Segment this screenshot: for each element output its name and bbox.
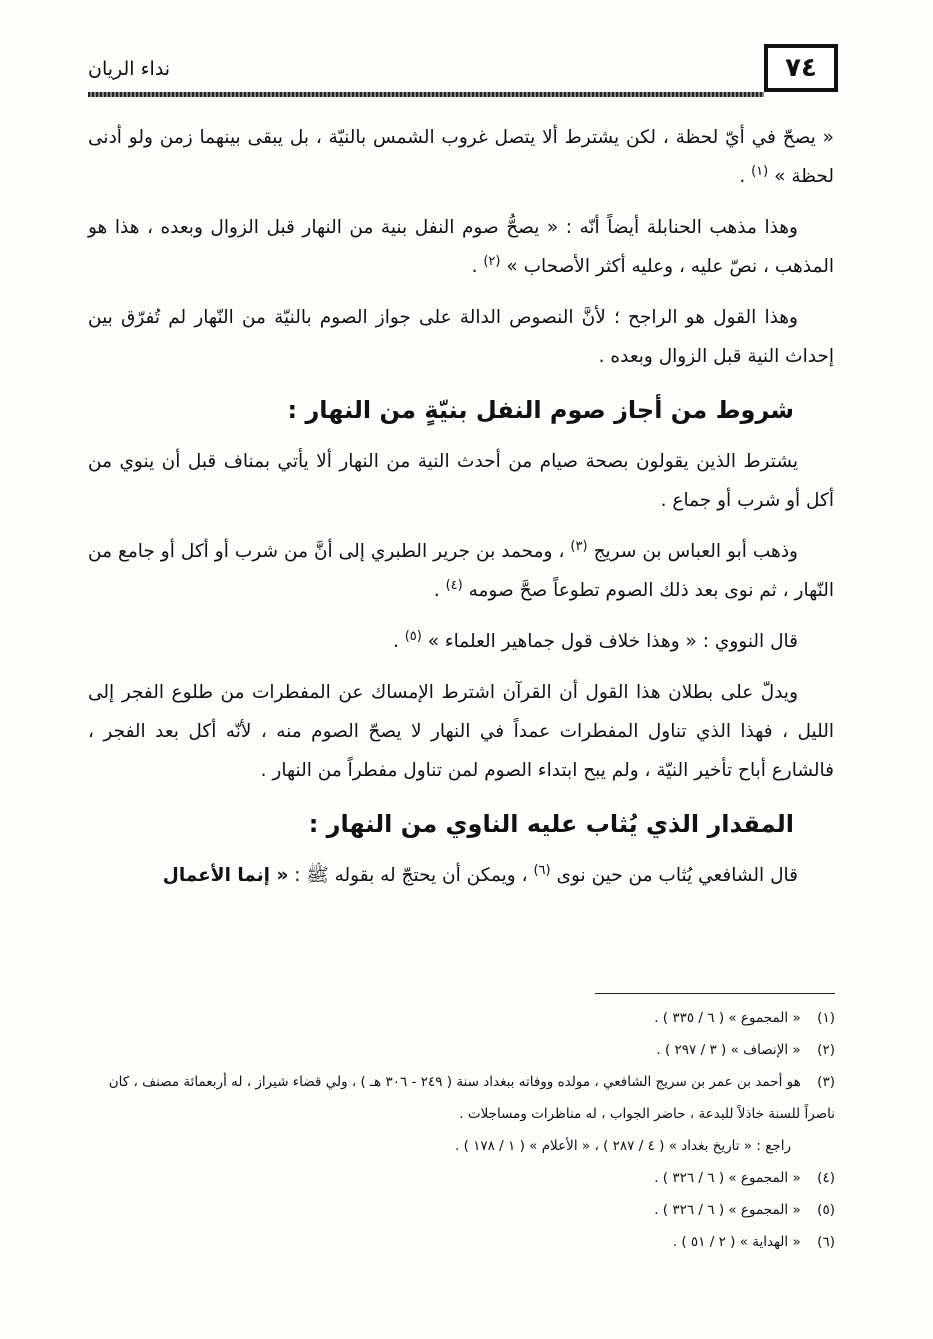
footnote-4 bbox=[90, 1162, 835, 1194]
footnote-number: (٣) bbox=[817, 1074, 835, 1090]
paragraph-1 bbox=[88, 118, 834, 196]
footnote-text: « الإنصاف » ( ٣ / ٢٩٧ ) . bbox=[656, 1042, 801, 1058]
paragraph-2 bbox=[88, 208, 834, 286]
footnote-6 bbox=[90, 1226, 835, 1258]
footnote-1 bbox=[90, 1002, 835, 1034]
footnote-3-reference bbox=[90, 1130, 835, 1162]
footnote-number: (٦) bbox=[817, 1234, 835, 1250]
footnote-number: (٢) bbox=[817, 1042, 835, 1058]
paragraph-5-end: . bbox=[433, 580, 446, 601]
header-rule bbox=[88, 92, 764, 97]
paragraph-5-text-b: ، ومحمد بن جرير الطبري إلى أنَّ من شرب أو أكل أو جامع من النّهار ، ثم نوى بعد ذلك الصوم تطوعاً صحَّ صومه bbox=[88, 541, 834, 601]
paragraph-8-hadith: « إنما الأعمال bbox=[162, 865, 289, 886]
footnote-ref-3: (٣) bbox=[570, 538, 588, 554]
footnote-number: (٤) bbox=[817, 1170, 835, 1186]
paragraph-1-end: . bbox=[739, 166, 752, 187]
paragraph-6-text: قال النووي : « وهذا خلاف قول جماهير العلماء » bbox=[427, 631, 798, 652]
footnote-text: « المجموع » ( ٦ / ٣٢٦ ) . bbox=[654, 1202, 801, 1218]
page-number: ٧٤ bbox=[764, 44, 838, 92]
paragraph-6 bbox=[88, 622, 834, 661]
footnote-ref-6: (٦) bbox=[533, 862, 551, 878]
footnote-ref-2: (٢) bbox=[483, 253, 501, 269]
paragraph-8-text-a: قال الشافعي يُثاب من حين نوى bbox=[556, 865, 798, 886]
footnote-3 bbox=[90, 1066, 835, 1130]
paragraph-1-text: « يصحّ في أيّ لحظة ، لكن يشترط ألا يتصل غروب الشمس بالنيّة ، بل يبقى بينهما زمن ولو أدنى لحظة » bbox=[88, 127, 834, 187]
footnote-text: « المجموع » ( ٦ / ٣٢٦ ) . bbox=[654, 1170, 801, 1186]
footnotes bbox=[90, 1002, 835, 1258]
paragraph-4: يشترط الذين يقولون بصحة صيام من أحدث النية من النهار ألا يأتي بمناف قبل أن ينوي من أكل أو شرب أو جماع . bbox=[88, 451, 834, 511]
footnote-text: « المجموع » ( ٦ / ٣٣٥ ) . bbox=[654, 1010, 801, 1026]
main-text bbox=[88, 118, 834, 907]
page-header bbox=[88, 40, 838, 102]
section-heading-1: شروط من أجاز صوم النفل بنيّةٍ من النهار : bbox=[287, 396, 794, 424]
paragraph-2-end: . bbox=[471, 256, 484, 277]
section-heading-2: المقدار الذي يُثاب عليه الناوي من النهار : bbox=[308, 810, 794, 838]
footnote-text: هو أحمد بن عمر بن سريج الشافعي ، مولده ووفاته ببغداد سنة ( ٢٤٩ - ٣٠٦ هـ ) ، ولي قضاء شيراز ، له أربعمائة مصنف ، كان ناصراً للسنة خاذلاً للبدعة ، حاضر الجواب ، له مناظرات ومساجلات . bbox=[108, 1074, 835, 1122]
paragraph-8-text-b: ، ويمكن أن يحتجّ له بقوله ﷺ : bbox=[288, 865, 534, 886]
running-title: نداء الريان bbox=[88, 58, 171, 80]
footnote-2 bbox=[90, 1034, 835, 1066]
footnote-separator bbox=[595, 993, 835, 994]
paragraph-5-text-a: وذهب أبو العباس بن سريج bbox=[593, 541, 798, 562]
paragraph-2-text: وهذا مذهب الحنابلة أيضاً أنّه : « يصحُّ صوم النفل بنية من النهار قبل الزوال وبعده ، هذا هو المذهب ، نصّ عليه ، وعليه أكثر الأصحاب » bbox=[88, 217, 834, 277]
footnote-ref-1: (١) bbox=[751, 163, 769, 179]
paragraph-8 bbox=[88, 856, 834, 895]
paragraph-5 bbox=[88, 532, 834, 610]
footnote-number: (٥) bbox=[817, 1202, 835, 1218]
footnote-text: « الهداية » ( ٢ / ٥١ ) . bbox=[672, 1234, 801, 1250]
footnote-ref-5: (٥) bbox=[404, 628, 422, 644]
footnote-5 bbox=[90, 1194, 835, 1226]
paragraph-6-end: . bbox=[392, 631, 405, 652]
paragraph-7: ويدلّ على بطلان هذا القول أن القرآن اشترط الإمساك عن المفطرات من طلوع الفجر إلى الليل ، فهذا الذي تناول المفطرات عمداً في النهار لا يصحّ الصوم منه ، لأنّه أكل بعد الفجر ، فالشارع أباح تأخير النيّة ، ولم يبح ابتداء الصوم لمن تناول مفطراً من النهار . bbox=[88, 682, 834, 781]
footnote-text: راجع : « تاريخ بغداد » ( ٤ / ٢٨٧ ) ، « الأعلام » ( ١ / ١٧٨ ) . bbox=[454, 1138, 791, 1154]
footnote-ref-4: (٤) bbox=[445, 577, 463, 593]
footnote-number: (١) bbox=[817, 1010, 835, 1026]
paragraph-3: وهذا القول هو الراجح ؛ لأنَّ النصوص الدالة على جواز الصوم بالنيّة من النّهار لم تُفرّق بين إحداث النية قبل الزوال وبعده . bbox=[88, 307, 834, 367]
